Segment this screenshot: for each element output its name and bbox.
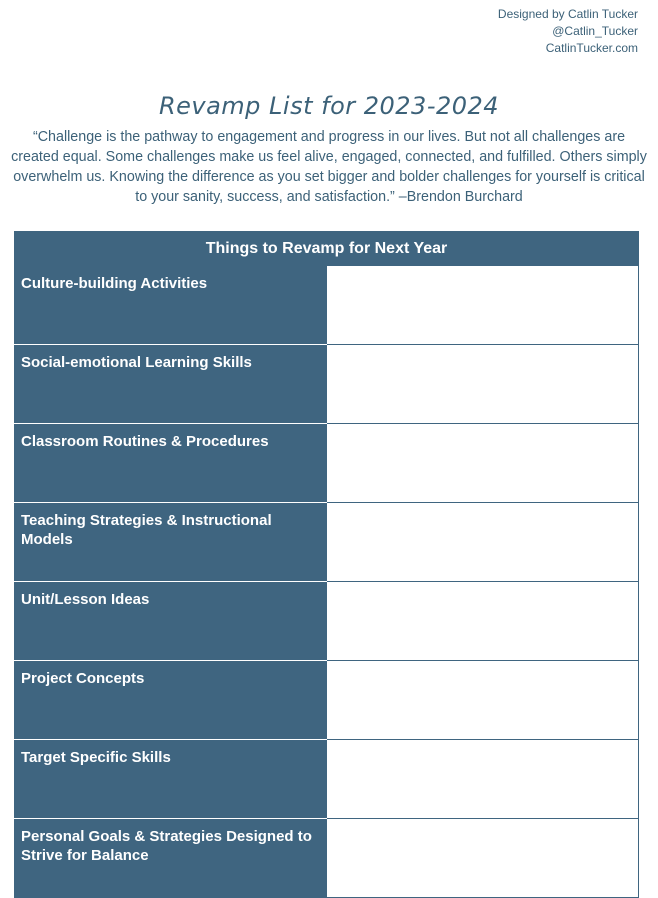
table-header-row xyxy=(15,232,639,266)
table-header: Things to Revamp for Next Year xyxy=(15,232,639,266)
table-row xyxy=(15,345,639,424)
table-row xyxy=(15,503,639,582)
row-label: Unit/Lesson Ideas xyxy=(15,582,327,661)
table-row xyxy=(15,266,639,345)
row-label: Personal Goals & Strategies Designed to Strive for Balance xyxy=(15,819,327,898)
row-entry-field[interactable] xyxy=(327,424,639,503)
row-entry-field[interactable] xyxy=(327,345,639,424)
row-entry-field[interactable] xyxy=(327,503,639,582)
page-title: Revamp List for 2023-2024 xyxy=(158,92,500,120)
credit-handle: @Catlin_Tucker xyxy=(552,24,638,38)
row-entry-field[interactable] xyxy=(327,819,639,898)
credits-block xyxy=(498,6,638,57)
row-label: Teaching Strategies & Instructional Models xyxy=(15,503,327,582)
table-row xyxy=(15,740,639,819)
row-label: Project Concepts xyxy=(15,661,327,740)
revamp-table xyxy=(14,231,639,898)
quote-text: “Challenge is the pathway to engagement and progress in our lives. But not all challenges are created equal. Some challenges make us feel alive, engaged, connected, and fulfilled. Others simply overwhelm us. Knowing the difference as you set bigger and bolder challenges for yourself is critical to your sanity, success, and satisfaction.” –Brendon Burchard xyxy=(11,129,647,205)
credit-designer: Designed by Catlin Tucker xyxy=(497,7,638,21)
credit-website: CatlinTucker.com xyxy=(545,41,638,55)
row-entry-field[interactable] xyxy=(327,740,639,819)
table-row xyxy=(15,424,639,503)
row-entry-field[interactable] xyxy=(327,266,639,345)
row-entry-field[interactable] xyxy=(327,582,639,661)
row-label: Target Specific Skills xyxy=(15,740,327,819)
table-row xyxy=(15,582,639,661)
table-row xyxy=(15,661,639,740)
row-label: Classroom Routines & Procedures xyxy=(15,424,327,503)
table-row xyxy=(15,819,639,898)
row-entry-field[interactable] xyxy=(327,661,639,740)
row-label: Culture-building Activities xyxy=(15,266,327,345)
row-label: Social-emotional Learning Skills xyxy=(15,345,327,424)
